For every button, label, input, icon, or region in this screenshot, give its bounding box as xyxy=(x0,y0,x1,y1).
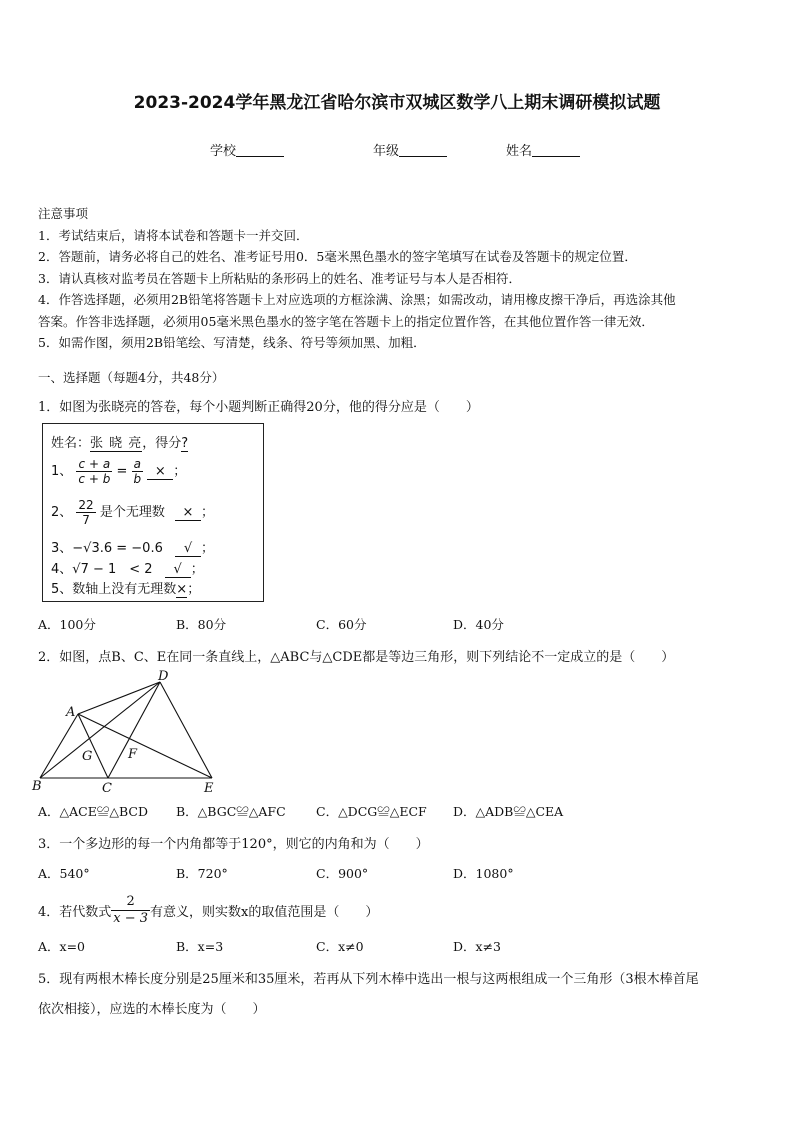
q3-option-b[interactable]: B．720° xyxy=(176,866,228,881)
name-label: 姓名 xyxy=(506,144,533,159)
label-e: E xyxy=(204,781,214,794)
check-mark: √ xyxy=(175,541,201,557)
card-line-number: 1、 xyxy=(51,464,73,479)
denominator: 7 xyxy=(82,513,90,527)
numerator: 22 xyxy=(78,498,94,512)
fraction xyxy=(76,498,95,527)
q4-stem-after: 有意义，则实数x的取值范围是（ ） xyxy=(150,904,379,920)
label-f: F xyxy=(128,747,138,762)
grade-field xyxy=(373,140,447,159)
fraction xyxy=(132,457,144,486)
line-de xyxy=(160,682,212,778)
card-line-text: 5、数轴上没有无理数 xyxy=(51,582,177,597)
semicolon: ； xyxy=(201,505,215,520)
q4-denominator: x − 3 xyxy=(113,910,149,926)
q2-option-c[interactable]: C．△DCG≌△ECF xyxy=(316,804,427,819)
notice-item: 3．请认真核对监考员在答题卡上所粘贴的条形码上的姓名、准考证号与本人是否相符． xyxy=(38,270,521,286)
question-3-stem: 3．一个多边形的每一个内角都等于120°，则它的内角和为（ ） xyxy=(38,837,429,852)
notice-item: 答案。作答非选择题，必须用05毫米黑色墨水的签字笔在答题卡上的指定位置作答，在其他位置作答一律无效． xyxy=(38,313,654,329)
q1-option-c[interactable]: C．60分 xyxy=(316,617,367,632)
check-mark: √ xyxy=(165,562,191,578)
label-g: G xyxy=(82,749,93,764)
name-blank xyxy=(532,144,580,157)
name-field xyxy=(506,140,580,159)
card-score-label: ，得分 xyxy=(142,436,182,451)
page-title: 2023-2024学年黑龙江省哈尔滨市双城区数学八上期末调研模拟试题 xyxy=(133,93,661,113)
denominator: b xyxy=(133,472,142,486)
card-line-4 xyxy=(51,558,204,578)
notice-item: 5．如需作图，须用2B铅笔绘、写清楚，线条、符号等须加黑、加粗． xyxy=(38,335,426,350)
q1-option-b[interactable]: B．80分 xyxy=(176,617,227,632)
q4-option-b[interactable]: B．x=3 xyxy=(176,939,224,954)
line-ad xyxy=(78,682,160,714)
question-5-stem-line-1: 5．现有两根木棒长度分别是25厘米和35厘米，若再从下列木棒中选出一根与这两根组成一个三角形（3根木棒首尾 xyxy=(38,972,699,987)
card-line-number: 2、 xyxy=(51,505,73,520)
card-line-number: 4、 xyxy=(51,562,73,577)
q2-option-b[interactable]: B．△BGC≌△AFC xyxy=(176,804,286,819)
semicolon: ； xyxy=(187,582,201,597)
line-ac xyxy=(78,714,108,778)
line-ba xyxy=(40,714,78,778)
label-a: A xyxy=(66,705,76,720)
notice-item: 4．作答选择题，必须用2B铅笔将答题卡上对应选项的方框涂满、涂黑；如需改动，请用橡皮擦干净后，再选涂其他 xyxy=(38,292,676,307)
card-line-text: 是个无理数 xyxy=(99,505,165,520)
notice-heading: 注意事项 xyxy=(38,206,89,221)
line-ae xyxy=(78,714,212,778)
q4-option-d[interactable]: D．x≠3 xyxy=(453,939,501,954)
card-name-value: 张 晓 亮 xyxy=(90,432,142,452)
school-field xyxy=(210,140,284,159)
grade-blank xyxy=(399,144,447,157)
q4-option-c[interactable]: C．x≠0 xyxy=(316,939,364,954)
semicolon: ； xyxy=(201,541,215,556)
fraction xyxy=(76,457,112,486)
q2-option-a[interactable]: A．△ACE≌△BCD xyxy=(38,804,148,819)
semicolon: ； xyxy=(190,562,204,577)
cross-mark: × xyxy=(147,464,173,480)
card-line-3 xyxy=(51,537,214,557)
q4-fraction xyxy=(111,894,150,927)
notice-block xyxy=(38,203,676,354)
q2-option-d[interactable]: D．△ADB≌△CEA xyxy=(453,804,564,819)
card-line-expression: −√3.6 = −0.6 xyxy=(72,541,163,556)
cross-mark: × xyxy=(176,582,188,597)
question-5-stem-line-2: 依次相接），应选的木棒长度为（ ） xyxy=(38,1002,266,1017)
card-name-line xyxy=(51,432,188,452)
q3-option-c[interactable]: C．900° xyxy=(316,866,369,881)
question-4-stem xyxy=(38,890,378,930)
line-bd xyxy=(40,682,160,778)
q4-stem-before: 4．若代数式 xyxy=(38,904,112,920)
card-name-label: 姓名： xyxy=(51,436,91,451)
label-b: B xyxy=(32,779,42,794)
line-cd xyxy=(108,682,160,778)
notice-item: 1．考试结束后，请将本试卷和答题卡一并交回． xyxy=(38,227,309,243)
grade-label: 年级 xyxy=(373,144,400,159)
card-line-expression: √7 − 1 < 2 xyxy=(72,562,153,577)
card-line-number: 3、 xyxy=(51,541,73,556)
q3-option-d[interactable]: D．1080° xyxy=(453,866,514,881)
numerator: a xyxy=(132,457,144,472)
numerator: c + a xyxy=(76,457,112,472)
q1-option-d[interactable]: D．40分 xyxy=(453,617,504,632)
question-2-stem: 2．如图，点B、C、E在同一条直线上，△ABC与△CDE都是等边三角形，则下列结论不一定成立的是（ ） xyxy=(38,650,675,665)
label-c: C xyxy=(102,781,112,794)
card-line-2 xyxy=(51,498,214,527)
q3-option-a[interactable]: A．540° xyxy=(38,866,90,881)
notice-item: 2．答题前，请务必将自己的姓名、准考证号用0．5毫米黑色墨水的签字笔填写在试卷及答题卡的规定位置． xyxy=(38,249,637,264)
section-heading: 一、选择题（每题4分，共48分） xyxy=(38,370,225,385)
q4-option-a[interactable]: A．x=0 xyxy=(38,939,86,954)
denominator: c + b xyxy=(78,472,111,486)
cross-mark: × xyxy=(175,505,201,521)
card-line-5 xyxy=(51,578,200,598)
card-score-value: ? xyxy=(181,436,189,451)
semicolon: ； xyxy=(173,464,187,479)
triangle-figure xyxy=(30,668,230,794)
school-blank xyxy=(236,144,284,157)
card-line-1 xyxy=(51,457,186,486)
answer-card-figure xyxy=(42,423,264,602)
school-label: 学校 xyxy=(210,144,237,159)
q4-numerator: 2 xyxy=(111,894,150,911)
q1-option-a[interactable]: A．100分 xyxy=(38,617,96,632)
equals-sign: = xyxy=(116,464,128,479)
label-d: D xyxy=(158,669,169,684)
question-1-stem: 1．如图为张晓亮的答卷，每个小题判断正确得20分，他的得分应是（ ） xyxy=(38,400,479,415)
